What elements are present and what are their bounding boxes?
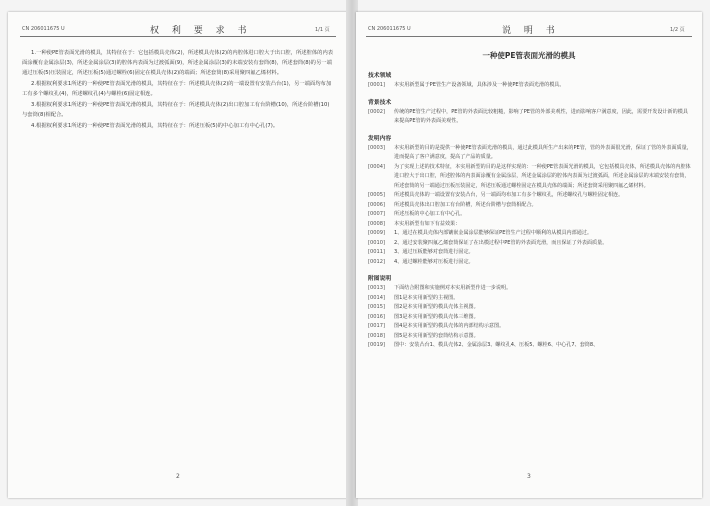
paragraph-text: 下面结合附图和实施例对本实用新型作进一步说明。 <box>394 285 512 291</box>
description-sections <box>368 64 692 351</box>
left-header-rule <box>20 36 336 37</box>
paragraph-number: [0002] <box>368 108 385 115</box>
right-header-rule <box>366 36 692 37</box>
section-heading: 技术领域 <box>368 73 392 79</box>
right-page-heading: 说 明 书 <box>502 26 560 36</box>
paragraph-number: [0010] <box>368 239 385 246</box>
claims-list <box>22 48 334 132</box>
paragraph-number: [0014] <box>368 294 385 301</box>
left-doc-code: CN 206011675 U <box>22 26 65 32</box>
paragraph-number: [0015] <box>368 304 385 310</box>
paragraph <box>368 229 692 239</box>
paragraph-number: [0005] <box>368 192 385 198</box>
claim-item: 4.根据权利要求1所述的一种使PE管表面光滑的模具，其特征在于：所述压板(5)的中心加工有中心孔(7)。 <box>31 123 279 129</box>
paragraph-number: [0008] <box>368 220 385 227</box>
document-title: 一种使PE管表面光滑的模具 <box>482 51 576 60</box>
paragraph-text: 为了实现上述的技术特征，本实用新型的目的是这样实现的：一种使PE管表面光滑的模具，它包括模具壳体，所述模具壳体的内腔体进口腔大于出口腔，所述腔体的内表面涂覆有金属涂层，所述金属涂层的腔体内表面为过渡弧面，所述金属涂层的末端安装有套筒，所述套筒的另一端通过压板压装固定，所述压板通过螺栓固定在模具壳体的端面；所述套筒采用聚四氟乙烯材料。 <box>394 163 691 189</box>
paragraph-text: 2、通过安装聚四氟乙烯套筒保证了在出模过程中PE管的外表面光滑，而且保证了外表面质量。 <box>394 239 608 246</box>
paragraph <box>368 239 692 249</box>
paragraph-text: 图4是本实用新型的模具壳体的内部结构示意图。 <box>394 323 505 329</box>
paragraph-number: [0011] <box>368 249 385 255</box>
paragraph-text: 图3是本实用新型的模具壳体三维图。 <box>394 313 479 320</box>
paragraph-number: [0013] <box>368 285 385 291</box>
section-heading: 背景技术 <box>368 99 392 106</box>
paragraph-text: 传统的PE管生产过程中，PE管的外表面比较粗糙，影响了PE管的外部美观性，进而影响客户满意度，因此，需要开发设计新的模具来提高PE管的外表面美观性。 <box>394 108 688 124</box>
paragraph-number: [0018] <box>368 332 385 339</box>
description-page <box>356 12 702 498</box>
paragraph-text: 图2是本实用新型的模具壳体主视图。 <box>394 304 479 310</box>
paragraph-number: [0012] <box>368 258 385 265</box>
paragraph <box>368 322 692 332</box>
paragraph <box>368 248 692 258</box>
paragraph-number: [0019] <box>368 342 385 348</box>
paragraph <box>368 201 692 211</box>
claim-item: 1.一种使PE管表面光滑的模具，其特征在于：它包括模具壳体(2)，所述模具壳体(2)的内腔体进口腔大于出口腔，所述腔体的内表面涂覆有金属涂层(3)，所述金属涂层(3)的腔体内表面为过渡弧面(9)，所述金属涂层(3)的末端安装有套筒(8)，所述套筒(8)的另一端通过压板(5)压装固定，所述压板(5)通过螺栓(6)固定在模具壳体(2)的端面；所述套筒(8)采用聚四氟乙烯材料。 <box>22 50 334 76</box>
paragraph <box>368 163 692 192</box>
paragraph-text: 图5是本实用新型的套筒结构示意图。 <box>394 332 479 339</box>
paragraph <box>368 332 692 342</box>
claim-item: 3.根据权利要求1所述的一种使PE管表面光滑的模具，其特征在于：所述模具壳体(2)出口腔加工有台阶槽(10)，所述台阶槽(10)与套筒(8)相配合。 <box>22 102 330 118</box>
paragraph-text: 本实用新型有如下有益效果： <box>394 220 461 227</box>
paragraph-number: [0004] <box>368 163 385 170</box>
paragraph-text: 本实用新型属于PE管生产设备领域，具体涉及一种使PE管表面光滑的模具。 <box>394 82 565 88</box>
paragraph <box>368 284 692 294</box>
right-page-number: 3 <box>527 473 531 480</box>
left-page-indicator: 1/1 页 <box>315 27 330 33</box>
paragraph <box>368 108 692 127</box>
paragraph <box>368 303 692 313</box>
paragraph-text: 3、通过压板能够对套筒进行固定。 <box>394 249 474 255</box>
paragraph <box>368 210 692 220</box>
section-heading: 附图说明 <box>368 276 392 282</box>
paragraph <box>368 220 692 230</box>
paragraph <box>368 313 692 323</box>
paragraph-text: 本实用新型的目的是提供一种使PE管表面光滑的模具，通过此模具所生产出来的PE管，管的外表面很光滑，保证了管的外表面质量，进而提高了客户满意度，提高了产品的质量。 <box>394 144 692 160</box>
right-doc-code: CN 206011675 U <box>368 26 411 32</box>
paragraph-text: 1、通过在模具壳体内部镶嵌金属涂层能够保证PE管生产过程中顺利的从模具内部通过。 <box>394 230 593 236</box>
paragraph-number: [0001] <box>368 82 385 88</box>
paragraph-number: [0017] <box>368 323 385 329</box>
right-page-indicator: 1/2 页 <box>670 27 685 33</box>
paragraph-text: 图中：安装凸台1、模具壳体2、金属涂层3、螺纹孔4、压板5、螺栓6、中心孔7、套筒8、 <box>394 342 599 348</box>
paragraph-text: 4、通过螺栓能够对压板进行固定。 <box>394 258 474 265</box>
paragraph-number: [0009] <box>368 230 385 236</box>
paragraph-text: 图1是本实用新型的主视图。 <box>394 294 459 301</box>
paragraph <box>368 258 692 268</box>
claims-page <box>8 12 348 498</box>
claim-item: 2.根据权利要求1所述的一种使PE管表面光滑的模具，其特征在于：所述模具壳体(2)的一端设置有安装凸台(1)，另一端面均布加工有多个螺纹孔(4)，所述螺纹孔(4)与螺栓(6)固定相连。 <box>22 81 332 97</box>
paragraph <box>368 191 692 201</box>
left-page-number: 2 <box>176 473 180 480</box>
paragraph-text: 所述模具壳体出口腔加工有台阶槽，所述台阶槽与套筒相配合。 <box>394 201 537 208</box>
paragraph <box>368 144 692 163</box>
paragraph <box>368 81 692 91</box>
paragraph-number: [0007] <box>368 211 385 217</box>
left-page-heading: 权 利 要 求 书 <box>150 26 252 36</box>
paragraph <box>368 341 692 351</box>
paragraph-text: 所述压板的中心加工有中心孔。 <box>394 211 466 217</box>
paragraph <box>368 294 692 304</box>
paragraph-text: 所述模具壳体的一端设置有安装凸台，另一端面均布加工有多个螺纹孔，所述螺纹孔与螺栓固定相连。 <box>394 192 624 198</box>
paragraph-number: [0016] <box>368 313 385 320</box>
paragraph-number: [0006] <box>368 201 385 208</box>
paragraph-number: [0003] <box>368 144 385 151</box>
section-heading: 发明内容 <box>368 135 392 142</box>
